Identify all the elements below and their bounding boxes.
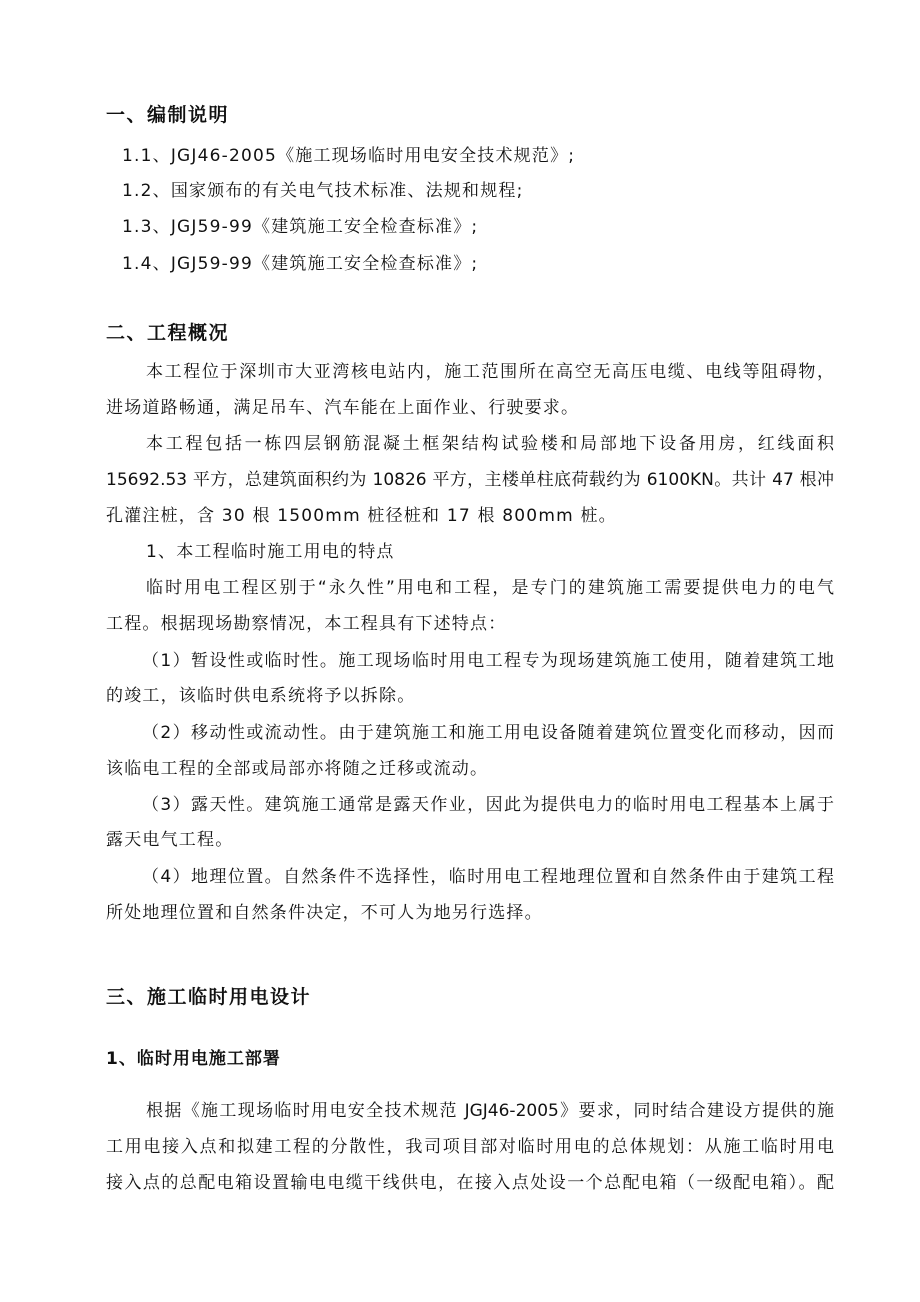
paragraph-line: 工程。根据现场勘察情况，本工程具有下述特点：: [106, 614, 507, 634]
feature-item-3-line: （3）露天性。建筑施工通常是露天作业，因此为提供电力的临时用电工程基本上属于: [142, 795, 834, 815]
feature-item-4-line: （4）地理位置。自然条件不选择性，临时用电工程地理位置和自然条件由于建筑工程: [142, 867, 834, 887]
feature-item-2-line: 该临电工程的全部或局部亦将随之迁移或流动。: [106, 759, 489, 779]
paragraph-line: 本工程位于深圳市大亚湾核电站内，施工范围所在高空无高压电缆、电线等阻碍物，: [146, 362, 834, 382]
feature-item-4-line: 所处地理位置和自然条件决定，不可人为地另行选择。: [106, 903, 543, 923]
reference-item-1: 1.1、JGJ46-2005《施工现场临时用电安全技术规范》;: [122, 146, 576, 166]
feature-item-1-line: 的竣工，该临时供电系统将予以拆除。: [106, 686, 416, 706]
reference-item-4: 1.4、JGJ59-99《建筑施工安全检查标准》;: [122, 254, 479, 274]
subheading-line: 1、本工程临时施工用电的特点: [146, 542, 395, 562]
paragraph-line: 临时用电工程区别于“永久性”用电和工程，是专门的建筑施工需要提供电力的电气: [146, 578, 834, 598]
reference-item-3: 1.3、JGJ59-99《建筑施工安全检查标准》;: [122, 217, 479, 237]
reference-item-2: 1.2、国家颁布的有关电气技术标准、法规和规程;: [122, 181, 524, 201]
paragraph-line: 进场道路畅通，满足吊车、汽车能在上面作业、行驶要求。: [106, 398, 580, 418]
paragraph-line: 接入点的总配电箱设置输电电缆干线供电，在接入点处设一个总配电箱（一级配电箱）。配: [106, 1173, 834, 1193]
section-heading-1: 一、编制说明: [106, 104, 230, 126]
feature-item-2-line: （2）移动性或流动性。由于建筑施工和施工用电设备随着建筑位置变化而移动，因而: [142, 723, 834, 743]
paragraph-line: 根据《施工现场临时用电安全技术规范 JGJ46-2005》要求，同时结合建设方提供的施: [146, 1101, 834, 1121]
section-heading-2: 二、工程概况: [106, 322, 230, 344]
feature-item-3-line: 露天电气工程。: [106, 830, 234, 850]
feature-item-1-line: （1）暂设性或临时性。施工现场临时用电工程专为现场建筑施工使用，随着建筑工地: [142, 651, 834, 671]
paragraph-line: 孔灌注桩，含 30 根 1500mm 桩径桩和 17 根 800mm 桩。: [106, 506, 617, 526]
subsection-heading: 1、临时用电施工部署: [106, 1049, 281, 1069]
paragraph-line: 15692.53 平方，总建筑面积约为 10826 平方，主楼单柱底荷载约为 6100KN。共计 47 根冲: [106, 470, 834, 490]
section-heading-3: 三、施工临时用电设计: [106, 986, 312, 1008]
paragraph-line: 本工程包括一栋四层钢筋混凝土框架结构试验楼和局部地下设备用房，红线面积: [146, 434, 834, 454]
paragraph-line: 工用电接入点和拟建工程的分散性，我司项目部对临时用电的总体规划：从施工临时用电: [106, 1137, 834, 1157]
